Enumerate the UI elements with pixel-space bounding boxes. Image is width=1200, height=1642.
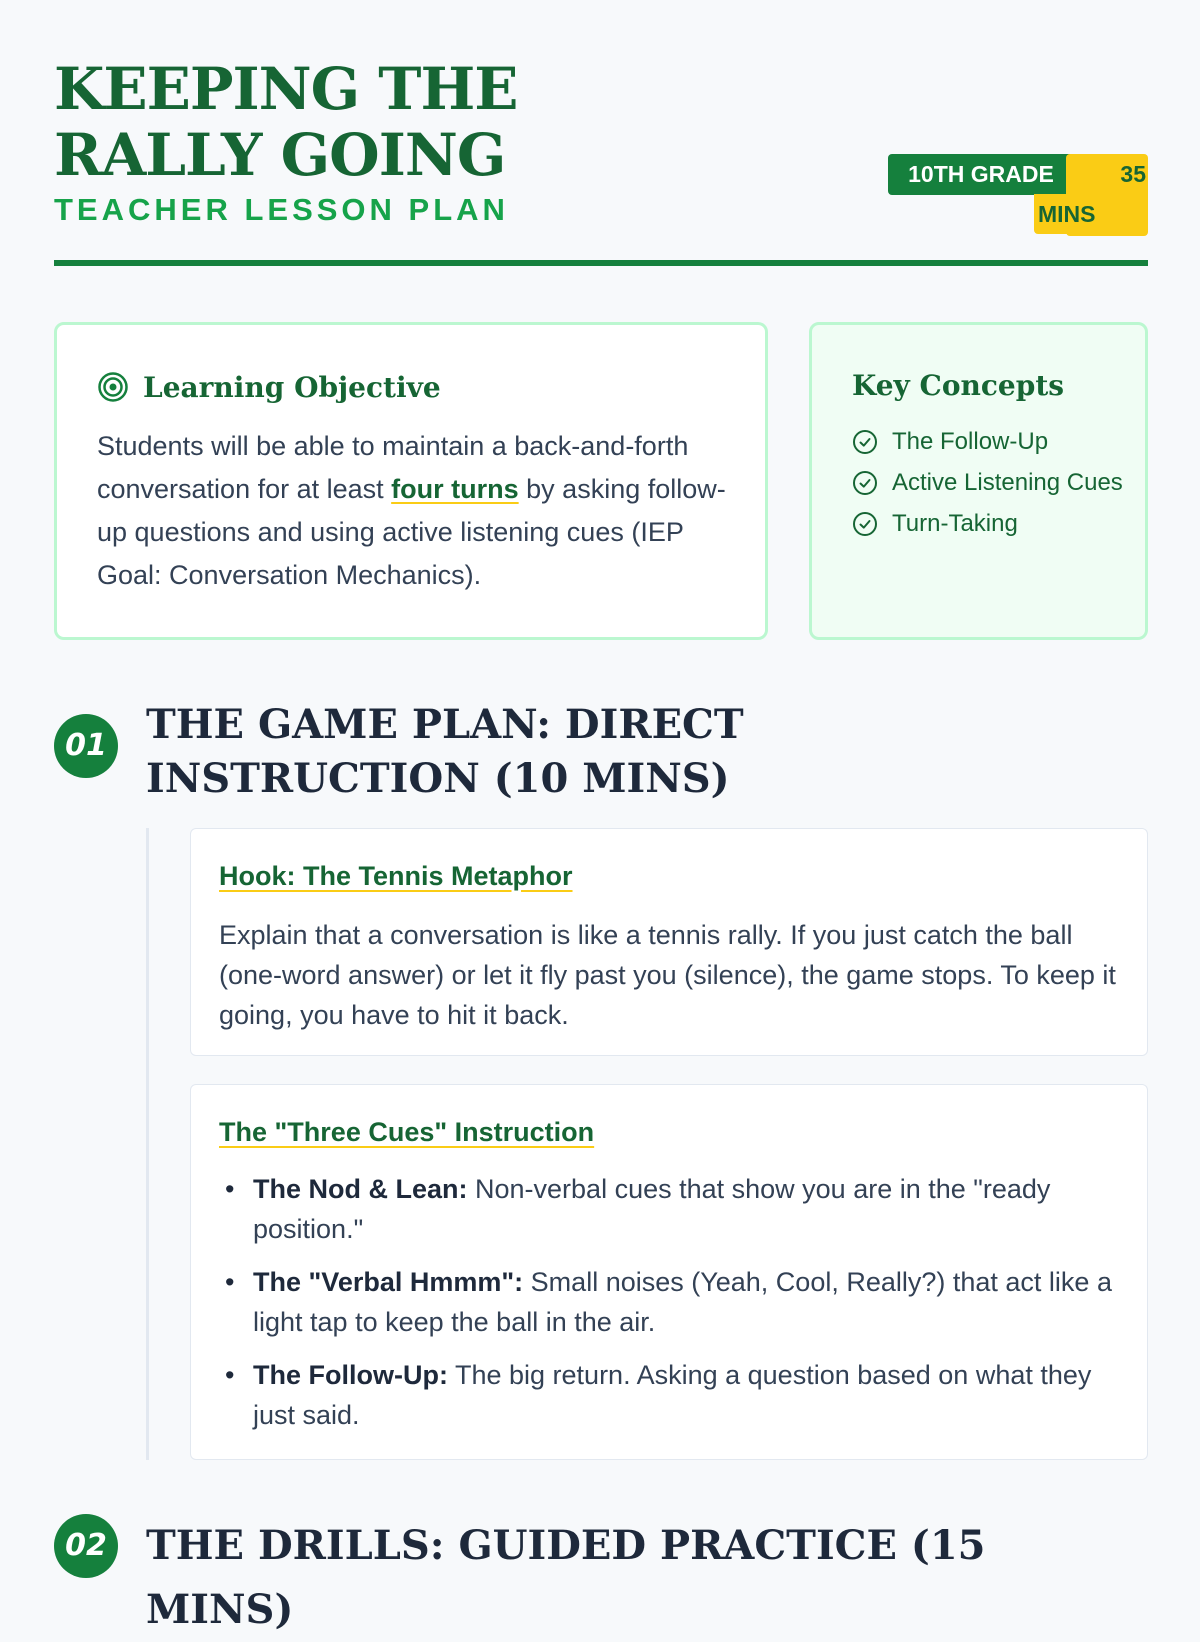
grade-badge: 10TH GRADE — [888, 154, 1074, 195]
header — [54, 0, 1148, 268]
hook-card — [190, 828, 1148, 1056]
time-badge-number: 35 — [1120, 161, 1146, 187]
three-cues-card — [190, 1084, 1148, 1460]
objective-title: Learning Objective — [143, 370, 441, 404]
key-concepts-title: Key Concepts — [852, 369, 1065, 402]
objective-header — [97, 369, 441, 405]
section-title: THE DRILLS: GUIDED PRACTICE (15 MINS) — [146, 1522, 986, 1633]
section-number-badge: 02 — [54, 1514, 118, 1578]
objective-text-start: Students will be able to maintain a back-and-forth conversation for at least — [97, 431, 689, 504]
key-concepts-list — [852, 425, 1132, 548]
lesson-plan-page — [54, 0, 1148, 1633]
cue-item — [219, 1262, 1119, 1342]
section-header-02 — [54, 1514, 1066, 1642]
check-circle-icon — [852, 511, 878, 537]
cue-text: Small noises (Yeah, Cool, Really?) that act like a light tap to keep the ball in the air. — [253, 1267, 1112, 1337]
objective-emphasis: four turns — [391, 474, 519, 504]
header-divider — [54, 260, 1148, 266]
target-icon — [97, 371, 129, 403]
time-badge — [1038, 154, 1148, 236]
three-cues-title: The "Three Cues" Instruction — [219, 1117, 595, 1147]
key-concept-label: The Follow-Up — [892, 428, 1049, 455]
objective-text — [97, 425, 737, 597]
check-circle-icon — [852, 429, 878, 455]
hook-text: Explain that a conversation is like a tennis rally. If you just catch the ball (one-word answer) or let it fly past you (silence), the game stops. To keep it going, you have to hit it back. — [219, 920, 1116, 1030]
section-header-01 — [54, 698, 1066, 806]
cue-lead: The "Verbal Hmmm": — [253, 1267, 524, 1297]
key-concept-item — [852, 425, 1132, 458]
key-concepts-card — [809, 322, 1148, 640]
key-concept-item — [852, 466, 1132, 499]
cue-text: Non-verbal cues that show you are in the "ready position." — [253, 1174, 1051, 1244]
section-number-badge: 01 — [54, 714, 118, 778]
cue-lead: The Nod & Lean: — [253, 1174, 468, 1204]
key-concept-label: Turn-Taking — [892, 510, 1018, 537]
section-timeline-line — [146, 828, 149, 1460]
page-subtitle: TEACHER LESSON PLAN — [54, 192, 509, 227]
cue-list — [219, 1169, 1119, 1448]
cue-text: The big return. Asking a question based on what they just said. — [253, 1360, 1092, 1430]
check-circle-icon — [852, 470, 878, 496]
page-title: KEEPING THE RALLY GOING — [54, 55, 518, 189]
learning-objective-card — [54, 322, 768, 640]
badges — [888, 154, 1148, 236]
cue-item — [219, 1355, 1119, 1435]
key-concept-label: Active Listening Cues — [892, 469, 1123, 496]
section-title: THE GAME PLAN: DIRECT INSTRUCTION (10 MINS) — [146, 701, 744, 802]
hook-title: Hook: The Tennis Metaphor — [219, 861, 573, 891]
cue-lead: The Follow-Up: — [253, 1360, 448, 1390]
time-badge-unit: MINS — [1034, 194, 1100, 234]
cue-item — [219, 1169, 1119, 1249]
key-concept-item — [852, 507, 1132, 540]
objective-text-end: by asking follow-up questions and using active listening cues (IEP Goal: Conversation Mechanics). — [97, 474, 726, 590]
